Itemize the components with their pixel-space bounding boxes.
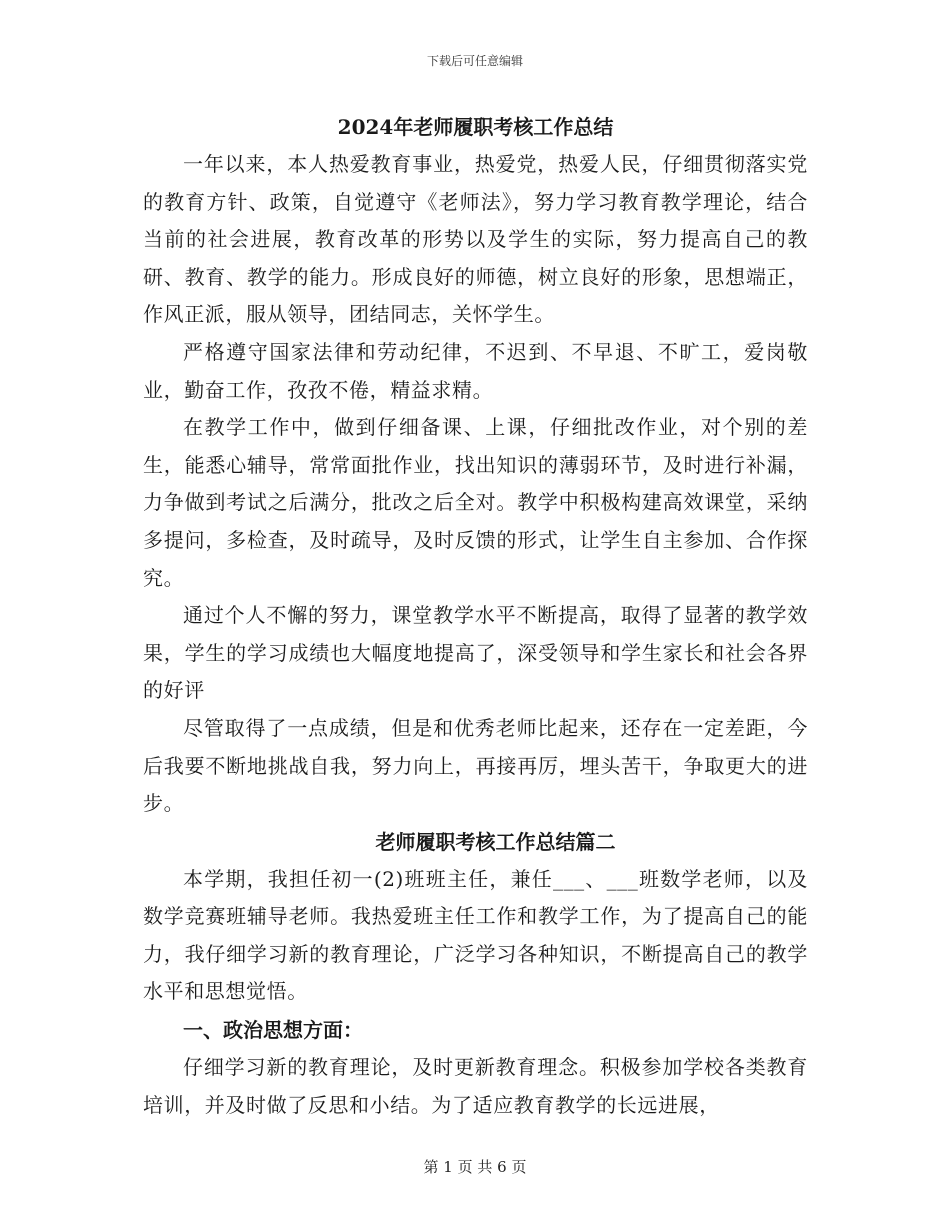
section-heading: 一、政治思想方面： (183, 1018, 363, 1043)
paragraph: 本学期，我担任初一(2)班班主任，兼任___、___班数学老师，以及数学竞赛班辅导老师。我热爱班主任工作和教学工作，为了提高自己的能力，我仔细学习新的教育理论，广泛学习各种知识，不断提高自己的教学水平和思想觉悟。 (143, 866, 808, 1004)
paragraph: 仔细学习新的教育理论，及时更新教育理念。积极参加学校各类教育培训，并及时做了反思和小结。为了适应教育教学的长远进展， (143, 1055, 808, 1117)
paragraph: 在教学工作中，做到仔细备课、上课，仔细批改作业，对个别的差生，能悉心辅导，常常面批作业，找出知识的薄弱环节，及时进行补漏，力争做到考试之后满分，批改之后全对。教学中积极构建高效课堂，采纳多提问，多检查，及时疏导，及时反馈的形式，让学生自主参加、合作探究。 (143, 415, 808, 590)
page-footer: 第 1 页 共 6 页 (423, 1158, 527, 1176)
paragraph: 尽管取得了一点成绩，但是和优秀老师比起来，还存在一定差距，今后我要不断地挑战自我，努力向上，再接再厉，埋头苦干，争取更大的进步。 (143, 715, 808, 816)
document-body (143, 108, 808, 1124)
paragraph: 严格遵守国家法律和劳动纪律，不迟到、不早退、不旷工，爱岗敬业，勤奋工作，孜孜不倦，精益求精。 (143, 339, 808, 402)
paragraph: 一年以来，本人热爱教育事业，热爱党，热爱人民，仔细贯彻落实党的教育方针、政策，自觉遵守《老师法》，努力学习教育教学理论，结合当前的社会进展，教育改革的形势以及学生的实际，努力提高自己的教研、教育、教学的能力。形成良好的师德，树立良好的形象，思想端正，作风正派，服从领导，团结同志，关怀学生。 (143, 152, 808, 327)
section-subtitle: 老师履职考核工作总结篇二 (375, 829, 616, 854)
document-title: 2024年老师履职考核工作总结 (337, 115, 614, 139)
header-note: 下载后可任意编辑 (426, 54, 523, 68)
paragraph: 通过个人不懈的努力，课堂教学水平不断提高，取得了显著的教学效果，学生的学习成绩也大幅度地提高了，深受领导和学生家长和社会各界的好评 (143, 603, 808, 703)
